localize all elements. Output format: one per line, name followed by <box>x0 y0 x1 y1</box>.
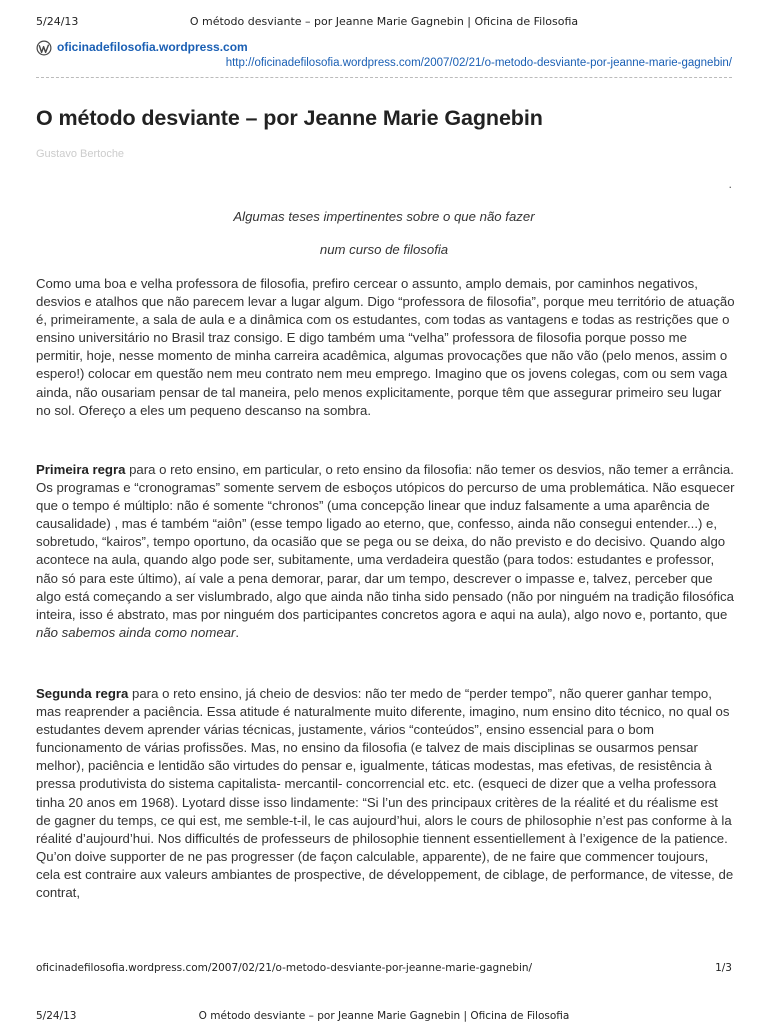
paragraph-2-body: para o reto ensino, em particular, o reto ensino da filosofia: não temer os desvios, não temer a errância. Os programas e “cronogramas” somente servem de esboços utópicos do percurso de uma problemática. Não esquecer que o tempo é múltiplo: não é somente “chronos” (uma concepção linear que induz falsamente a uma aparência de causalidade) , mas é também “aiôn” (esse tempo ligado ao eterno, que, confesso, ainda não consegui entender...) e, sobretudo, “kairos”, tempo oportuno, da ocasião que se pega ou se deixa, do não previsto e do decisivo. Quando algo acontece na aula, quando algo pode ser, subitamente, uma verdadeira questão (para todos: estudantes e professor, não só para este último), aí vale a pena demorar, parar, dar um tempo, descrever o impasse e, talvez, perceber que algo está começando a ser vislumbrado, algo que ainda não tinha sido pensado (não por ninguém na tradição filosófica inteira, isso é abstrato, mas por ninguém dos participantes concretos agora e aqui na aula), algo novo e, portanto, que <box>36 462 735 622</box>
footer-url: oficinadefilosofia.wordpress.com/2007/02/21/o-metodo-desviante-por-jeanne-marie-gagnebin/ <box>36 962 533 974</box>
next-print-date: 5/24/13 <box>36 1010 77 1022</box>
post-author: Gustavo Bertoche <box>36 148 125 160</box>
site-url-link[interactable]: http://oficinadefilosofia.wordpress.com/2007/02/21/o-metodo-desviante-por-jeanne-marie-gagnebin/ <box>225 57 732 69</box>
header-divider <box>36 77 732 78</box>
print-title: O método desviante – por Jeanne Marie Gagnebin | Oficina de Filosofia <box>189 15 579 28</box>
paragraph-2 <box>36 461 736 642</box>
page-footer <box>36 962 732 978</box>
site-bar <box>36 38 732 78</box>
separator-dot: . <box>728 178 732 191</box>
post-title: O método desviante – por Jeanne Marie Gagnebin <box>36 106 543 130</box>
site-name-link[interactable]: oficinadefilosofia.wordpress.com <box>57 40 248 54</box>
paragraph-1: Como uma boa e velha professora de filosofia, prefiro cercear o assunto, amplo demais, por caminhos negativos, desvios e atalhos que não parecem levar a lugar algum. Digo “professora de filosofia”, porque meu território de atuação é, primeiramente, a sala de aula e a dinâmica com os estudantes, com todas as vantagens e todas as restrições que o ensino universitário no Brasil traz consigo. E digo também uma “velha” professora de filosofia porque posso me permitir, hoje, nesse momento de minha carreira acadêmica, algumas provocações que não vão (pelo menos, assim o espero!) colocar em questão nem meu contrato nem meu emprego. Imagino que os jovens colegas, com ou sem vaga ainda, não ousariam pensar de tal maneira, pelo menos explicitamente, porque têm que assegurar primeiro seu lugar no sol. Ofereço a eles um pequeno descanso na sombra. <box>36 276 735 418</box>
print-header <box>36 15 732 31</box>
paragraph-3-body: para o reto ensino, já cheio de desvios: não ter medo de “perder tempo”, não querer ganhar tempo, mas reaprender a paciência. Essa atitude é naturalmente muito diferente, imagino, num ensino dito técnico, no qual os estudantes devem aprender várias técnicas, justamente, vários “conteúdos”, ensino essencial para o bom funcionamento de várias profissões. Mas, no ensino da filosofia (e talvez de mais disciplinas se ousarmos pensar melhor), paciência e lentidão são virtudes do pensar e, igualmente, táticas modestas, mas efetivas, de resistência à pressa produtivista do sistema capitalista- mercantil- concorrencial etc. etc. (esqueci de dizer que a velha professora tinha 20 anos em 1968). Lyotard disse isso lindamente: “Si l’un des principaux critères de la réalité et du réalisme est de gagner du temps, ce qui est, me semble-t-il, le cas aujourd’hui, alors le cours de philosophie n’est pas conforme à la réalité d’aujourd’hui. Nos difficultés de professeurs de philosophie tiennent essentiellement à l’exigence de la patience. Qu’on doive supporter de ne pas progresser (de façon calculable, apparente), de ne faire que commencer toujours, cela est contraire aux valeurs ambiantes de prospective, de développement, de ciblage, de performance, de vitesse, de contrat, <box>36 686 734 901</box>
rule-2-heading: Segunda regra <box>36 686 129 701</box>
epigraph-line-2: num curso de filosofia <box>319 242 449 257</box>
rule-1-heading: Primeira regra <box>36 462 126 477</box>
next-page-header <box>36 1010 732 1024</box>
epigraph-line-1: Algumas teses impertinentes sobre o que não fazer <box>233 209 535 224</box>
paragraph-2-end: . <box>235 624 240 640</box>
paragraph-2-italic: não sabemos ainda como nomear <box>36 624 236 640</box>
wordpress-logo-icon <box>36 40 52 56</box>
print-date: 5/24/13 <box>36 15 79 28</box>
paragraph-3 <box>36 685 736 902</box>
page-number: 1/3 <box>715 962 732 974</box>
next-print-title: O método desviante – por Jeanne Marie Gagnebin | Oficina de Filosofia <box>198 1010 570 1022</box>
